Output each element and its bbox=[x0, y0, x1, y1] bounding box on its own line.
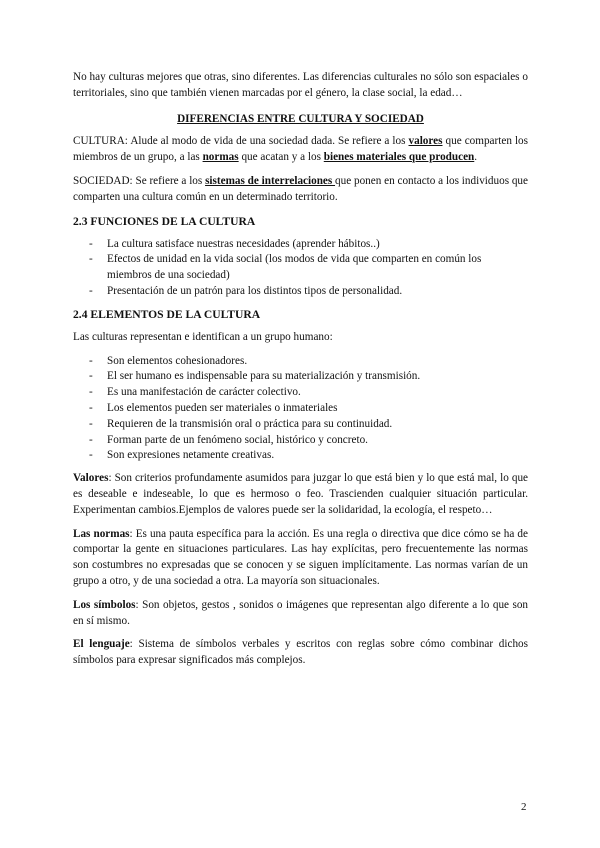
valores-text: : Son criterios profundamente asumidos para juzgar lo que está bien y lo que está mal, lo que es deseable e indeseable, lo que es hermoso o feo. Trascienden cualquier situación particular. Experimentan cambios.Ejemplos de valores puede ser la solidaridad, la ecología, el respeto… bbox=[73, 472, 528, 516]
simbolos-text: : Son objetos, gestos , sonidos o imágenes que representan algo diferente a lo que son en sí mismo. bbox=[73, 598, 529, 627]
list-item: - Son expresiones netamente creativas. bbox=[73, 448, 528, 464]
list-item: - Forman parte de un fenómeno social, histórico y concreto. bbox=[73, 433, 528, 449]
bienes-term: bienes materiales que producen bbox=[323, 151, 475, 164]
list-item: - Requieren de la transmisión oral o práctica para su continuidad. bbox=[73, 417, 528, 433]
elementos-heading: 2.4 ELEMENTOS DE LA CULTURA bbox=[73, 307, 261, 321]
funciones-heading: 2.3 FUNCIONES DE LA CULTURA bbox=[73, 214, 256, 228]
list-item: - El ser humano es indispensable para su materialización y transmisión. bbox=[73, 369, 528, 385]
valores-label: Valores bbox=[73, 472, 109, 485]
elementos-intro: Las culturas representan e identifican a un grupo humano: bbox=[73, 330, 333, 343]
cultura-text-2: que comparten los miembros de un grupo, a las bbox=[73, 135, 528, 164]
sociedad-paragraph bbox=[73, 174, 528, 206]
list-item: - Presentación de un patrón para los distintos tipos de personalidad. bbox=[73, 284, 528, 300]
cultura-paragraph bbox=[73, 134, 528, 166]
list-item: - Efectos de unidad en la vida social (los modos de vida que comparten en común los miembros de una sociedad) bbox=[73, 252, 528, 284]
sociedad-text-2: que ponen en contacto a los individuos que comparten una cultura común en un determinado territorio. bbox=[73, 174, 528, 203]
simbolos-label: Los símbolos bbox=[73, 598, 136, 611]
list-item: - Son elementos cohesionadores. bbox=[73, 354, 528, 370]
document-page bbox=[73, 70, 528, 677]
cultura-text-4: . bbox=[474, 151, 478, 164]
lenguaje-label: El lenguaje bbox=[73, 638, 130, 651]
valores-paragraph bbox=[73, 471, 528, 518]
page-number: 2 bbox=[521, 801, 527, 813]
cultura-text-3: que acatan y a los bbox=[238, 151, 324, 164]
valores-term: valores bbox=[408, 135, 443, 148]
intro-paragraph: No hay culturas mejores que otras, sino diferentes. Las diferencias culturales no sólo son espaciales o territoriales, sino que también vienen marcadas por el género, la clase social, la edad… bbox=[73, 71, 528, 99]
lenguaje-text: : Sistema de símbolos verbales y escritos con reglas sobre cómo combinar dichos símbolos para expresar significados más complejos. bbox=[73, 638, 529, 667]
normas-text: : Es una pauta específica para la acción. Es una regla o directiva que dice cómo se ha de comportar la gente en situaciones particulares. Las hay explícitas, pero frecuentemente las normas son costumbres no expresadas que se conocen y se siguen implícitamente. Las normas varían de un grupo a otro, y de una sociedad a otra. La mayoría son situacionales. bbox=[73, 527, 528, 587]
list-item: - Es una manifestación de carácter colectivo. bbox=[73, 385, 528, 401]
normas-paragraph bbox=[73, 527, 528, 590]
elementos-list bbox=[73, 354, 528, 465]
sistemas-term: sistemas de interrelaciones bbox=[205, 174, 336, 187]
cultura-text-1: CULTURA: Alude al modo de vida de una sociedad dada. Se refiere a los bbox=[73, 135, 409, 148]
list-item: - Los elementos pueden ser materiales o inmateriales bbox=[73, 401, 528, 417]
simbolos-paragraph bbox=[73, 598, 528, 630]
list-item: - La cultura satisface nuestras necesidades (aprender hábitos..) bbox=[73, 237, 528, 253]
lenguaje-paragraph bbox=[73, 637, 528, 669]
funciones-list bbox=[73, 237, 528, 300]
normas-label: Las normas bbox=[73, 527, 130, 540]
normas-term: normas bbox=[202, 151, 239, 164]
section-title: DIFERENCIAS ENTRE CULTURA Y SOCIEDAD bbox=[177, 112, 424, 125]
sociedad-text-1: SOCIEDAD: Se refiere a los bbox=[73, 174, 206, 187]
